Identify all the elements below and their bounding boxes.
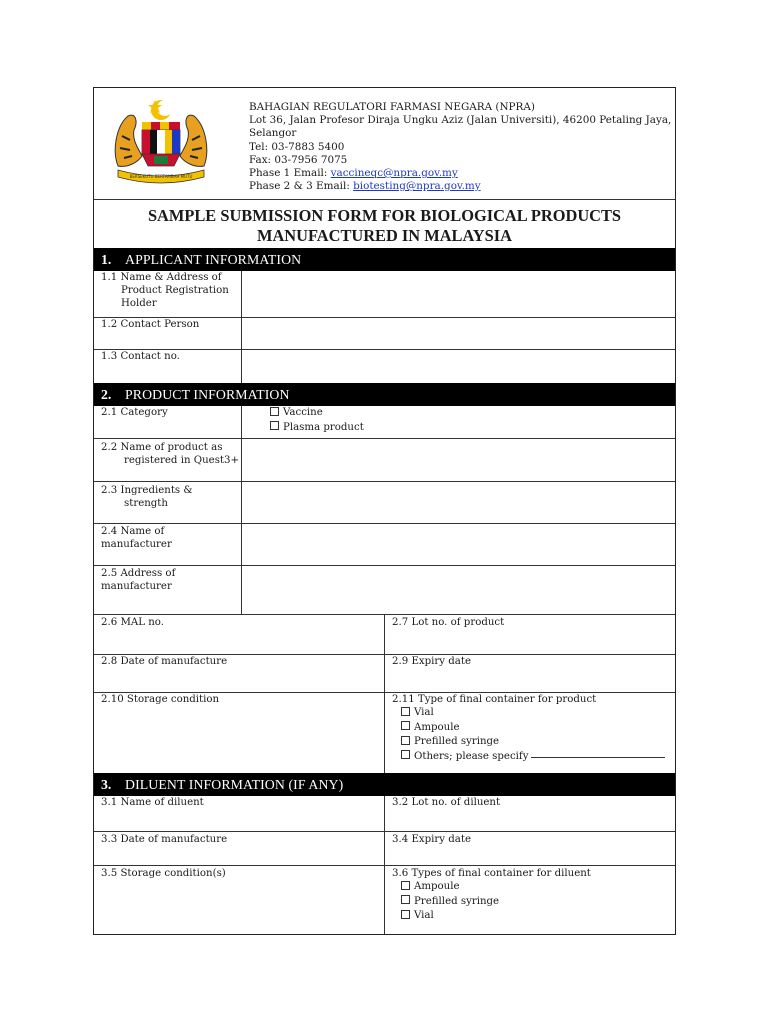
- checkbox-icon: [401, 721, 410, 730]
- label-ingredients-strength: 2.3 Ingredients & strength: [101, 485, 193, 509]
- input-contact-no[interactable]: [242, 350, 675, 383]
- agency-tel: Tel: 03-7883 5400: [249, 140, 345, 153]
- checkbox-vaccine[interactable]: Vaccine: [270, 406, 364, 421]
- agency-address-state: Selangor: [249, 127, 297, 140]
- label-product-container-type: 2.11 Type of final container for product: [392, 694, 597, 705]
- input-expiry-date[interactable]: [385, 655, 675, 692]
- label-contact-no: 1.3 Contact no.: [101, 351, 180, 362]
- phase2-email-line: Phase 2 & 3 Email: biotesting@npra.gov.my: [249, 180, 481, 193]
- agency-name: BAHAGIAN REGULATORI FARMASI NEGARA (NPRA): [249, 101, 535, 113]
- phase1-email-link[interactable]: vaccineqc@npra.gov.my: [330, 167, 458, 180]
- agency-fax: Fax: 03-7956 7075: [249, 153, 348, 166]
- input-mal-no[interactable]: [94, 615, 384, 654]
- checkbox-icon: [401, 910, 410, 919]
- malaysia-coat-of-arms-logo: [108, 96, 214, 186]
- checkbox-diluent-ampoule[interactable]: Ampoule: [401, 880, 499, 895]
- label-diluent-storage-condition: 3.5 Storage condition(s): [101, 868, 226, 879]
- checkbox-ampoule[interactable]: Ampoule: [401, 721, 665, 736]
- submission-form: [93, 87, 676, 935]
- checkbox-diluent-vial[interactable]: Vial: [401, 909, 499, 924]
- input-contact-person[interactable]: [242, 318, 675, 349]
- label-category: 2.1 Category: [101, 407, 168, 418]
- label-diluent-container-type: 3.6 Types of final container for diluent: [392, 868, 591, 879]
- checkbox-prefilled-syringe[interactable]: Prefilled syringe: [401, 735, 665, 750]
- section-diluent-header: 3. DILUENT INFORMATION (IF ANY): [94, 773, 675, 796]
- diluent-container-options: [401, 880, 499, 924]
- label-manufacturer-name: 2.4 Name of manufacturer: [101, 526, 172, 550]
- input-storage-condition[interactable]: [94, 693, 384, 773]
- checkbox-icon: [401, 881, 410, 890]
- input-diluent-lot-no[interactable]: [385, 796, 675, 831]
- label-manufacturer-address: 2.5 Address of manufacturer: [101, 568, 176, 592]
- label-diluent-name: 3.1 Name of diluent: [101, 797, 204, 808]
- phase1-email-line: Phase 1 Email: vaccineqc@npra.gov.my: [249, 167, 458, 180]
- input-lot-no[interactable]: [385, 615, 675, 654]
- checkbox-plasma-product[interactable]: Plasma product: [270, 421, 364, 436]
- label-lot-no: 2.7 Lot no. of product: [392, 617, 505, 628]
- checkbox-icon: [270, 421, 279, 430]
- input-manufacturer-name[interactable]: [242, 524, 675, 565]
- checkbox-icon: [270, 407, 279, 416]
- label-product-name: 2.2 Name of product as registered in Quest3+: [101, 442, 240, 466]
- checkbox-icon: [401, 707, 410, 716]
- agency-address: Lot 36, Jalan Profesor Diraja Ungku Aziz (Jalan Universiti), 46200 Petaling Jaya,: [249, 114, 672, 127]
- label-holder-name-address: 1.1 Name & Address of Product Registration Holder: [101, 272, 229, 309]
- input-manufacturer-address[interactable]: [242, 566, 675, 614]
- label-expiry-date: 2.9 Expiry date: [392, 656, 471, 667]
- others-specify-line[interactable]: [531, 757, 665, 758]
- product-container-options: [401, 706, 665, 764]
- section-applicant-header: 1. APPLICANT INFORMATION: [94, 248, 675, 271]
- form-title: SAMPLE SUBMISSION FORM FOR BIOLOGICAL PRODUCTS MANUFACTURED IN MALAYSIA: [147, 206, 622, 245]
- input-diluent-storage-condition[interactable]: [94, 866, 384, 934]
- input-diluent-name[interactable]: [94, 796, 384, 831]
- checkbox-icon: [401, 750, 410, 759]
- label-date-of-manufacture: 2.8 Date of manufacture: [101, 656, 228, 667]
- input-diluent-date-of-manufacture[interactable]: [94, 832, 384, 865]
- crest-banner-text: BERSEKUTU BERTAMBAH MUTU: [129, 174, 193, 179]
- input-diluent-expiry-date[interactable]: [385, 832, 675, 865]
- label-mal-no: 2.6 MAL no.: [101, 617, 164, 628]
- checkbox-diluent-prefilled-syringe[interactable]: Prefilled syringe: [401, 895, 499, 910]
- checkbox-vial[interactable]: Vial: [401, 706, 665, 721]
- label-diluent-expiry-date: 3.4 Expiry date: [392, 834, 471, 845]
- input-holder-name-address[interactable]: [242, 271, 675, 317]
- section-product-header: 2. PRODUCT INFORMATION: [94, 383, 675, 406]
- label-storage-condition: 2.10 Storage condition: [101, 694, 220, 705]
- checkbox-icon: [401, 736, 410, 745]
- checkbox-others[interactable]: Others; please specify: [401, 750, 665, 765]
- phase2-email-link[interactable]: biotesting@npra.gov.my: [353, 180, 481, 193]
- label-diluent-lot-no: 3.2 Lot no. of diluent: [392, 797, 501, 808]
- checkbox-icon: [401, 895, 410, 904]
- label-diluent-date-of-manufacture: 3.3 Date of manufacture: [101, 834, 228, 845]
- input-product-name[interactable]: [242, 439, 675, 481]
- input-ingredients-strength[interactable]: [242, 482, 675, 523]
- label-contact-person: 1.2 Contact Person: [101, 319, 200, 330]
- category-options: [270, 406, 364, 435]
- agency-header: [249, 101, 671, 193]
- input-date-of-manufacture[interactable]: [94, 655, 384, 692]
